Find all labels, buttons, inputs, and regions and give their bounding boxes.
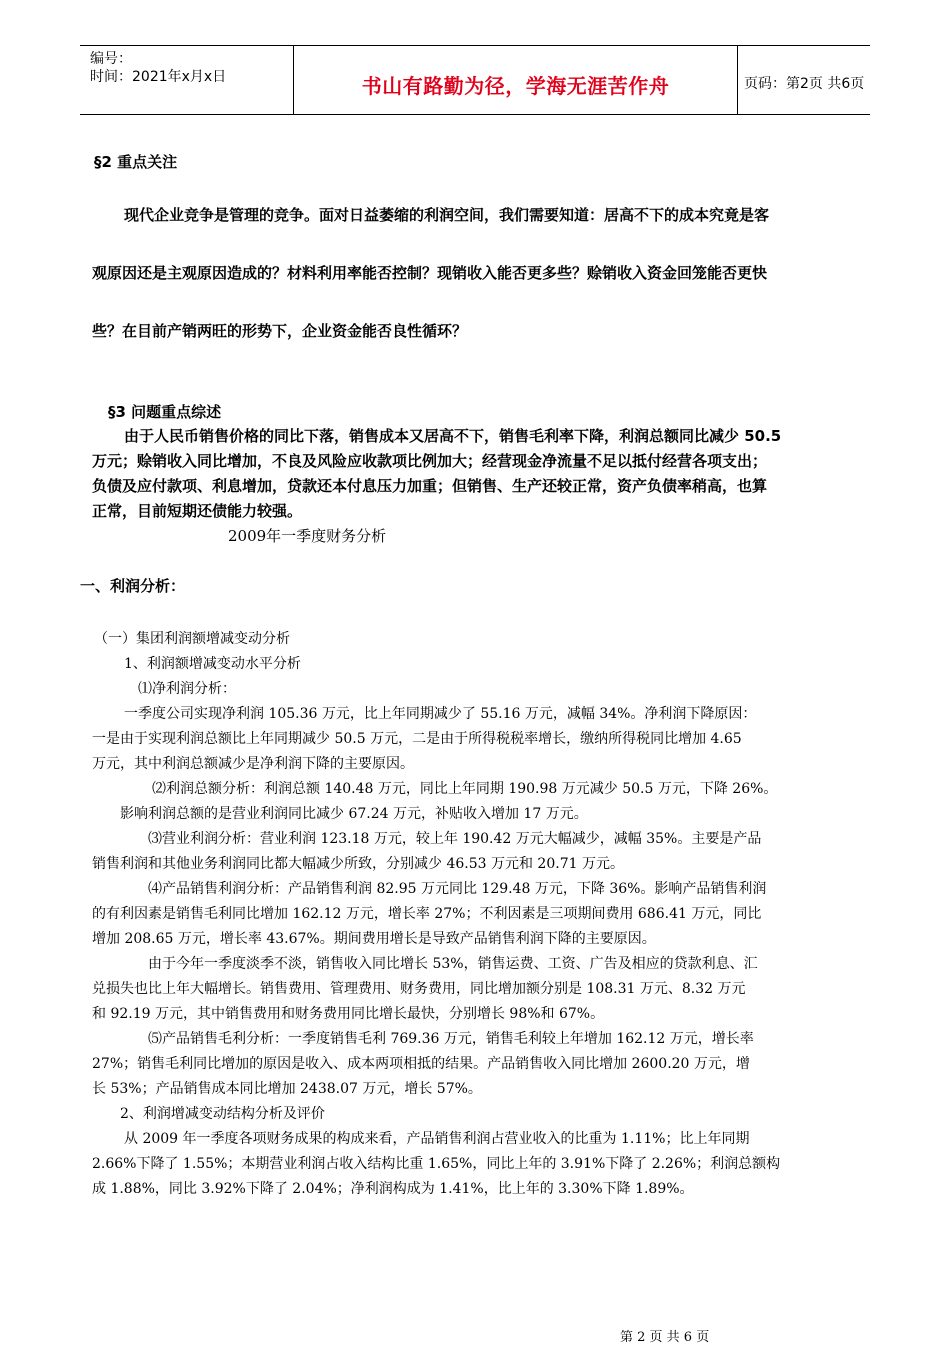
- body-line: 从 2009 年一季度各项财务成果的构成来看，产品销售利润占营业收入的比重为 1.11%；比上年同期: [124, 1131, 750, 1147]
- body-line: 兑损失也比上年大幅增长。销售费用、管理费用、财务费用，同比增加额分别是 108.31 万元、8.32 万元: [92, 981, 746, 997]
- section-2-line: 些？在目前产销两旺的形势下，企业资金能否良性循环？: [92, 322, 468, 340]
- body-line: 销售利润和其他业务利润同比都大幅减少所致，分别减少 46.53 万元和 20.71 万元。: [92, 856, 624, 872]
- report-title: 2009年一季度财务分析: [228, 527, 387, 545]
- body-line: ⑵利润总额分析：利润总额 140.48 万元，同比上年同期 190.98 万元减少 50.5 万元，下降 26%。: [152, 781, 778, 797]
- section-3-line: 负债及应付款项、利息增加，贷款还本付息压力加重；但销售、生产还较正常，资产负债率稍高，也算: [92, 477, 768, 495]
- body-line: 增加 208.65 万元，增长率 43.67%。期间费用增长是导致产品销售利润下降的主要原因。: [92, 931, 656, 947]
- body-line: 2、利润增减变动结构分析及评价: [120, 1106, 325, 1122]
- header-table: [80, 45, 870, 115]
- section-2-line: 现代企业竞争是管理的竞争。面对日益萎缩的利润空间，我们需要知道：居高不下的成本究竟是客: [124, 206, 770, 224]
- section-3-line: 由于人民币销售价格的同比下落，销售成本又居高不下，销售毛利率下降，利润总额同比减少 50.5: [124, 427, 782, 445]
- section-3-line: 万元；赊销收入同比增加，不良及风险应收款项比例加大；经营现金净流量不足以抵付经营各项支出；: [92, 452, 768, 470]
- document-date-label: 时间：2021年x月x日: [90, 69, 227, 85]
- header-page-cell: [737, 46, 870, 114]
- header-page-code: 页码：第2页 共6页: [744, 76, 865, 92]
- part-1-heading: 一、利润分析：: [80, 577, 186, 595]
- header-motto: 书山有路勤为径，学海无涯苦作舟: [361, 74, 670, 98]
- section-3-line: 正常，目前短期还债能力较强。: [92, 502, 303, 520]
- body-line: 一是由于实现利润总额比上年同期减少 50.5 万元，二是由于所得税税率增长，缴纳所得税同比增加 4.65: [92, 731, 742, 747]
- body-line: ⑸产品销售毛利分析：一季度销售毛利 769.36 万元，销售毛利较上年增加 162.12 万元，增长率: [148, 1031, 754, 1047]
- body-line: 长 53%；产品销售成本同比增加 2438.07 万元，增长 57%。: [92, 1081, 482, 1097]
- body-line: 1、利润额增减变动水平分析: [124, 656, 301, 672]
- body-line: 27%；销售毛利同比增加的原因是收入、成本两项相抵的结果。产品销售收入同比增加 2600.20 万元，增: [92, 1056, 750, 1072]
- body-line: 由于今年一季度淡季不淡，销售收入同比增长 53%，销售运费、工资、广告及相应的贷款利息、汇: [148, 956, 758, 972]
- section-2-heading: §2 重点关注: [94, 153, 178, 171]
- header-info-cell: [80, 46, 293, 114]
- section-2-line: 观原因还是主观原因造成的？材料利用率能否控制？现销收入能否更多些？赊销收入资金回笼能否更快: [92, 264, 768, 282]
- body-line: ⑶营业利润分析：营业利润 123.18 万元，较上年 190.42 万元大幅减少，减幅 35%。主要是产品: [148, 831, 762, 847]
- body-line: 的有利因素是销售毛利同比增加 162.12 万元，增长率 27%；不利因素是三项期间费用 686.41 万元，同比: [92, 906, 762, 922]
- document-number-label: 编号：: [90, 51, 132, 67]
- body-line: 万元，其中利润总额减少是净利润下降的主要原因。: [92, 756, 414, 772]
- body-line: 和 92.19 万元，其中销售费用和财务费用同比增长最快，分别增长 98%和 67%。: [92, 1006, 605, 1022]
- section-3-heading: §3 问题重点综述: [108, 403, 222, 421]
- body-line: （一）集团利润额增减变动分析: [94, 631, 290, 647]
- body-line: ⑷产品销售利润分析：产品销售利润 82.95 万元同比 129.48 万元，下降 36%。影响产品销售利润: [148, 881, 767, 897]
- body-line: 成 1.88%，同比 3.92%下降了 2.04%；净利润构成为 1.41%，比上年的 3.30%下降 1.89%。: [92, 1181, 694, 1197]
- body-line: 影响利润总额的是营业利润同比减少 67.24 万元，补贴收入增加 17 万元。: [120, 806, 588, 822]
- body-line: 2.66%下降了 1.55%；本期营业利润占收入结构比重 1.65%，同比上年的 3.91%下降了 2.26%；利润总额构: [92, 1156, 781, 1172]
- footer-page-number: 第 2 页 共 6 页: [620, 1330, 710, 1345]
- body-line: 一季度公司实现净利润 105.36 万元，比上年同期减少了 55.16 万元，减幅 34%。净利润下降原因：: [124, 706, 757, 722]
- body-line: ⑴净利润分析：: [138, 681, 236, 697]
- header-motto-cell: [293, 46, 738, 114]
